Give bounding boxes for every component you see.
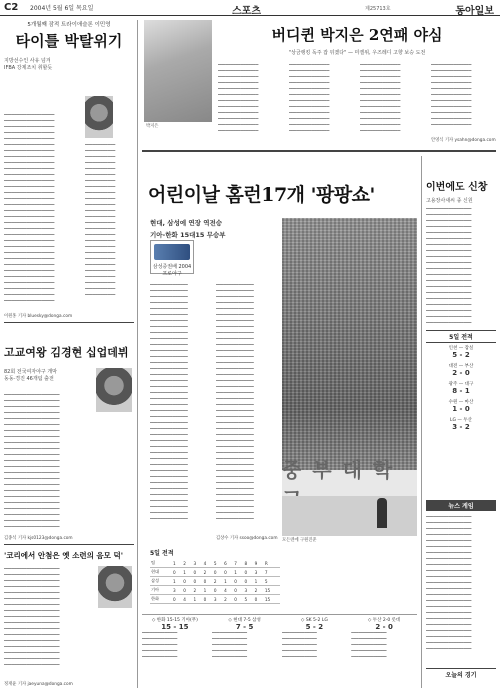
right-body: ━━━━━━━━━━━━━━━━━━ ━━━━━━━━━━━━━━━━━━ ━━━━━━━━━━━━━━━━━━ ━━━━━━━━━━━━━━━━━━ ━━━━━━━━━━━━━━━━━━ ━━━━━━━━━━━━━━━━━━ ━━━━━━━━━━━━━━━━━━ ━━━━━━━━━━━━━━━━━━ ━━━━━━━━━━━━━━━━━━ ━━━━━━━━━━━━━━━━━━ ━━━━━━━━━━━━━━━━━━ ━━━━━━━━━━━━━━━━━━ ━━━━━━━━━━━━━━━━━━ ━━━━━━━━━━━━━━━━━━ ━━━━━━━━━━━━━━━━━━ ━━━━━━━━━━━━━━━━━━ ━━━━━━━━━━━━━━━━━━ ━━━━━━━━━━━━━━━━━━ ━━━━━━━━━━━━━━━━━━ ━━━━━━━━━━━━━━━━━━ xyxy=(426,206,472,325)
top-story-body-2: ━━━━━━━━━━━━━━━━ ━━━━━━━━━━━━━━━━ ━━━━━━━━━━━━━━━━ ━━━━━━━━━━━━━━━━ ━━━━━━━━━━━━━━━━ ━━━━━━━━━━━━━━━━ ━━━━━━━━━━━━━━━━ ━━━━━━━━━━━━━━━━ ━━━━━━━━━━━━━━━━ ━━━━━━━━━━━━━━━━ ━━━━━━━━━━━━━━━━ ━━━━━━━━━━━━━━━━ xyxy=(289,62,330,133)
newspaper-name: 동아일보 xyxy=(455,6,494,17)
main-sub1: 현대, 삼성에 연장 역전승 xyxy=(150,219,223,227)
linescore-header: 팀 xyxy=(150,559,172,568)
left-bottom-portrait xyxy=(98,566,132,608)
gamebox: ◇ 현대 7-5 삼성 7 - 5 ━━━━━━━━━━━━━━ ━━━━━━━━━━━━━━ ━━━━━━━━━━━━━━ ━━━━━━━━━━━━━━ ━━━━━━━━━━━━━━ xyxy=(212,618,278,688)
top-story-headline: 버디퀸 박지은 2연패 야심 xyxy=(271,26,443,44)
top-story-subhead: "상금랭킹 독주 잡 뒤겠다" — 미켈위, 우즈레디 고향 보승 도전 xyxy=(288,50,426,56)
table-cell: 4 xyxy=(182,595,192,604)
gamebox-score: 15 - 15 xyxy=(161,623,189,631)
score-teams: 인천 — 잠실 xyxy=(448,346,474,351)
left-top-story xyxy=(4,20,134,71)
gamebox-title: ◇ 두산 2-0 롯데 xyxy=(367,618,401,623)
left-top-body: ━━━━━━━━━━━━━━━━━━━━ ━━━━━━━━━━━━━━━━━━━━ ━━━━━━━━━━━━━━━━━━━━ ━━━━━━━━━━━━━━━━━━━━ ━━━━━━━━━━━━━━━━━━━━ ━━━━━━━━━━━━━━━━━━━━ ━━━━━━━━━━━━━━━━━━━━ ━━━━━━━━━━━━━━━━━━━━ ━━━━━━━━━━━━━━━━━━━━ ━━━━━━━━━━━━━━━━━━━━ ━━━━━━━━━━━━━━━━━━━━ ━━━━━━━━━━━━━━━━━━━━ ━━━━━━━━━━━━━━━━━━━━ ━━━━━━━━━━━━━━━━━━━━ ━━━━━━━━━━━━━━━━━━━━ ━━━━━━━━━━━━━━━━━━━━ ━━━━━━━━━━━━━━━━━━━━ ━━━━━━━━━━━━━━━━━━━━ ━━━━━━━━━━━━━━━━━━━━ ━━━━━━━━━━━━━━━━━━━━ ━━━━━━━━━━━━━━━━━━━━ ━━━━━━━━━━━━━━━━━━━━ ━━━━━━━━━━━━━━━━━━━━ ━━━━━━━━━━━━━━━━━━━━ ━━━━━━━━━━━━━━━━━━━━ ━━━━━━━━━━━━━━━━━━━━ ━━━━━━━━━━━━━━━━━━━━ ━━━━━━━━━━━━━━━━━━━━ ━━━━━━━━━━━━━━━━━━━━ ━━━━━━━━━━━━━━━━━━━━ ━━━━━━━━━━━━━━━━━━━━ ━━━━━━━━━━━━━━━━━━━━ xyxy=(4,112,55,303)
top-story-body-1: ━━━━━━━━━━━━━━━━ ━━━━━━━━━━━━━━━━ ━━━━━━━━━━━━━━━━ ━━━━━━━━━━━━━━━━ ━━━━━━━━━━━━━━━━ ━━━━━━━━━━━━━━━━ ━━━━━━━━━━━━━━━━ ━━━━━━━━━━━━━━━━ ━━━━━━━━━━━━━━━━ ━━━━━━━━━━━━━━━━ ━━━━━━━━━━━━━━━━ ━━━━━━━━━━━━━━━━ xyxy=(218,62,259,133)
right-story xyxy=(426,178,496,204)
main-body-1: ━━━━━━━━━━━━━━━ ━━━━━━━━━━━━━━━ ━━━━━━━━━━━━━━━ ━━━━━━━━━━━━━━━ ━━━━━━━━━━━━━━━ ━━━━━━━━━━━━━━━ ━━━━━━━━━━━━━━━ ━━━━━━━━━━━━━━━ ━━━━━━━━━━━━━━━ ━━━━━━━━━━━━━━━ ━━━━━━━━━━━━━━━ ━━━━━━━━━━━━━━━ ━━━━━━━━━━━━━━━ ━━━━━━━━━━━━━━━ ━━━━━━━━━━━━━━━ ━━━━━━━━━━━━━━━ ━━━━━━━━━━━━━━━ ━━━━━━━━━━━━━━━ ━━━━━━━━━━━━━━━ ━━━━━━━━━━━━━━━ ━━━━━━━━━━━━━━━ ━━━━━━━━━━━━━━━ ━━━━━━━━━━━━━━━ ━━━━━━━━━━━━━━━ ━━━━━━━━━━━━━━━ ━━━━━━━━━━━━━━━ ━━━━━━━━━━━━━━━ ━━━━━━━━━━━━━━━ ━━━━━━━━━━━━━━━ ━━━━━━━━━━━━━━━ ━━━━━━━━━━━━━━━ ━━━━━━━━━━━━━━━ ━━━━━━━━━━━━━━━ ━━━━━━━━━━━━━━━ ━━━━━━━━━━━━━━━ ━━━━━━━━━━━━━━━ ━━━━━━━━━━━━━━━ ━━━━━━━━━━━━━━━ ━━━━━━━━━━━━━━━ ━━━━━━━━━━━━━━━ xyxy=(150,282,188,521)
linescore-table xyxy=(150,559,280,604)
gamebox-score: 5 - 2 xyxy=(305,623,324,631)
news-body: ━━━━━━━━━━━━━━━━━━ ━━━━━━━━━━━━━━━━━━ ━━━━━━━━━━━━━━━━━━ ━━━━━━━━━━━━━━━━━━ ━━━━━━━━━━━━━━━━━━ ━━━━━━━━━━━━━━━━━━ ━━━━━━━━━━━━━━━━━━ ━━━━━━━━━━━━━━━━━━ ━━━━━━━━━━━━━━━━━━ ━━━━━━━━━━━━━━━━━━ ━━━━━━━━━━━━━━━━━━ ━━━━━━━━━━━━━━━━━━ ━━━━━━━━━━━━━━━━━━ ━━━━━━━━━━━━━━━━━━ ━━━━━━━━━━━━━━━━━━ ━━━━━━━━━━━━━━━━━━ ━━━━━━━━━━━━━━━━━━ ━━━━━━━━━━━━━━━━━━ ━━━━━━━━━━━━━━━━━━ ━━━━━━━━━━━━━━━━━━ ━━━━━━━━━━━━━━━━━━ ━━━━━━━━━━━━━━━━━━ ━━━━━━━━━━━━━━━━━━ xyxy=(426,514,472,651)
left-top-sub1: 지방선수인 사유 넘겨 xyxy=(4,58,51,64)
table-cell: 5 xyxy=(264,577,280,586)
left-mid-headline: 고교여왕 김경현 십업데뷔 xyxy=(4,346,129,359)
linescore-header: 7 xyxy=(233,559,243,568)
left-top-sub2: IFBA 강제조치 취할듯 xyxy=(4,65,53,71)
table-cell: 0 xyxy=(243,568,253,577)
table-cell: 0 xyxy=(182,577,192,586)
divider xyxy=(4,544,134,545)
table-cell: 15 xyxy=(264,586,280,595)
table-cell: 2 xyxy=(223,595,233,604)
table-cell: 1 xyxy=(182,568,192,577)
score-value: 8 - 1 xyxy=(452,387,470,395)
table-cell: 현대 xyxy=(150,568,172,577)
score-item xyxy=(426,364,496,376)
table-cell: 기아 xyxy=(150,586,172,595)
linescore-header: 8 xyxy=(243,559,253,568)
table-cell: 삼성 xyxy=(150,577,172,586)
gamebox-score: 7 - 5 xyxy=(235,623,254,631)
divider xyxy=(142,150,496,152)
table-cell: 0 xyxy=(233,577,243,586)
score-item xyxy=(426,418,496,430)
left-top-body-2: ━━━━━━━━━━━━ ━━━━━━━━━━━━ ━━━━━━━━━━━━ ━━━━━━━━━━━━ ━━━━━━━━━━━━ ━━━━━━━━━━━━ ━━━━━━━━━━━━ ━━━━━━━━━━━━ ━━━━━━━━━━━━ ━━━━━━━━━━━━ ━━━━━━━━━━━━ ━━━━━━━━━━━━ ━━━━━━━━━━━━ ━━━━━━━━━━━━ ━━━━━━━━━━━━ ━━━━━━━━━━━━ ━━━━━━━━━━━━ ━━━━━━━━━━━━ ━━━━━━━━━━━━ ━━━━━━━━━━━━ ━━━━━━━━━━━━ ━━━━━━━━━━━━ ━━━━━━━━━━━━ ━━━━━━━━━━━━ ━━━━━━━━━━━━ ━━━━━━━━━━━━ xyxy=(85,142,116,297)
sponsor-logo-text: 삼성증권배 2004 프로야구 xyxy=(152,264,192,277)
table-cell: 3 xyxy=(213,595,223,604)
news-title: 뉴스 게임 xyxy=(426,500,496,511)
score-teams: 광주 — 대구 xyxy=(448,382,474,387)
table-row xyxy=(150,595,280,604)
gamebox: ◇ SK 5-2 LG 5 - 2 ━━━━━━━━━━━━━━ ━━━━━━━━━━━━━━ ━━━━━━━━━━━━━━ ━━━━━━━━━━━━━━ ━━━━━━━━━━━━━━ xyxy=(282,618,348,688)
main-sub2: 기아-한화 15대15 무승부 xyxy=(150,231,226,239)
main-body-2: ━━━━━━━━━━━━━━━ ━━━━━━━━━━━━━━━ ━━━━━━━━━━━━━━━ ━━━━━━━━━━━━━━━ ━━━━━━━━━━━━━━━ ━━━━━━━━━━━━━━━ ━━━━━━━━━━━━━━━ ━━━━━━━━━━━━━━━ ━━━━━━━━━━━━━━━ ━━━━━━━━━━━━━━━ ━━━━━━━━━━━━━━━ ━━━━━━━━━━━━━━━ ━━━━━━━━━━━━━━━ ━━━━━━━━━━━━━━━ ━━━━━━━━━━━━━━━ ━━━━━━━━━━━━━━━ ━━━━━━━━━━━━━━━ ━━━━━━━━━━━━━━━ ━━━━━━━━━━━━━━━ ━━━━━━━━━━━━━━━ ━━━━━━━━━━━━━━━ ━━━━━━━━━━━━━━━ ━━━━━━━━━━━━━━━ ━━━━━━━━━━━━━━━ ━━━━━━━━━━━━━━━ ━━━━━━━━━━━━━━━ ━━━━━━━━━━━━━━━ ━━━━━━━━━━━━━━━ ━━━━━━━━━━━━━━━ ━━━━━━━━━━━━━━━ ━━━━━━━━━━━━━━━ ━━━━━━━━━━━━━━━ ━━━━━━━━━━━━━━━ ━━━━━━━━━━━━━━━ ━━━━━━━━━━━━━━━ ━━━━━━━━━━━━━━━ ━━━━━━━━━━━━━━━ ━━━━━━━━━━━━━━━ ━━━━━━━━━━━━━━━ ━━━━━━━━━━━━━━━ xyxy=(216,282,254,521)
divider xyxy=(4,322,134,323)
table-cell: 1 xyxy=(233,568,243,577)
score-item xyxy=(426,346,496,358)
stadium-fence-banner: 중 부 대 학 xyxy=(282,470,417,496)
table-cell: 1 xyxy=(223,577,233,586)
scores-title: 5일 전적 xyxy=(426,330,496,343)
linescore-header: 5 xyxy=(213,559,223,568)
left-bottom-byline: 정재윤 기자 jaeyuna@donga.com xyxy=(4,682,73,687)
linescore-header-row xyxy=(150,559,280,568)
table-cell: 0 xyxy=(172,568,182,577)
table-row xyxy=(150,577,280,586)
table-cell: 3 xyxy=(172,586,182,595)
table-cell: 15 xyxy=(264,595,280,604)
score-teams: LG — 두산 xyxy=(449,418,473,423)
table-cell: 한화 xyxy=(150,595,172,604)
table-row xyxy=(150,568,280,577)
table-cell: 5 xyxy=(243,595,253,604)
linescore-title: 5일 전적 xyxy=(150,550,174,557)
score-value: 2 - 0 xyxy=(452,369,470,377)
left-mid-portrait xyxy=(96,368,132,412)
sponsor-logo-mark xyxy=(154,244,190,260)
main-byline: 김상수 기자 ssoo@donga.com xyxy=(216,536,278,541)
table-cell: 3 xyxy=(243,586,253,595)
news-box xyxy=(426,500,496,664)
right-headline: 이번에도 신창 xyxy=(426,182,488,193)
table-cell: 0 xyxy=(172,595,182,604)
stadium-photo xyxy=(282,218,417,536)
right-sub: 고용장사새씨 종 신원 xyxy=(426,198,473,204)
table-cell: 7 xyxy=(264,568,280,577)
column-divider xyxy=(421,156,422,688)
score-teams: 대전 — 부산 xyxy=(448,364,474,369)
top-story-byline: 안영식 기자 ysahn@donga.com xyxy=(431,138,496,143)
score-teams: 수원 — 마산 xyxy=(448,400,474,405)
gamebox-title: ◇ 현대 7-5 삼성 xyxy=(228,618,261,623)
top-story xyxy=(218,24,496,56)
score-value: 3 - 2 xyxy=(452,423,470,431)
issue-number: 제25713호 xyxy=(365,6,391,12)
linescore-header: 1 xyxy=(172,559,182,568)
left-bottom-headline: '코리에서 안첨은 옛 소련의 음모 덕' xyxy=(4,551,124,560)
table-cell: 1 xyxy=(254,577,264,586)
score-value: 1 - 0 xyxy=(452,405,470,413)
table-cell: 0 xyxy=(233,586,243,595)
column-divider xyxy=(137,20,138,688)
left-mid-body: ━━━━━━━━━━━━━━━━━━━━━━ ━━━━━━━━━━━━━━━━━━━━━━ ━━━━━━━━━━━━━━━━━━━━━━ ━━━━━━━━━━━━━━━━━━━━━━ ━━━━━━━━━━━━━━━━━━━━━━ ━━━━━━━━━━━━━━━━━━━━━━ ━━━━━━━━━━━━━━━━━━━━━━ ━━━━━━━━━━━━━━━━━━━━━━ ━━━━━━━━━━━━━━━━━━━━━━ ━━━━━━━━━━━━━━━━━━━━━━ ━━━━━━━━━━━━━━━━━━━━━━ ━━━━━━━━━━━━━━━━━━━━━━ ━━━━━━━━━━━━━━━━━━━━━━ ━━━━━━━━━━━━━━━━━━━━━━ ━━━━━━━━━━━━━━━━━━━━━━ ━━━━━━━━━━━━━━━━━━━━━━ ━━━━━━━━━━━━━━━━━━━━━━ ━━━━━━━━━━━━━━━━━━━━━━ ━━━━━━━━━━━━━━━━━━━━━━ ━━━━━━━━━━━━━━━━━━━━━━ ━━━━━━━━━━━━━━━━━━━━━━ ━━━━━━━━━━━━━━━━━━━━━━ ━━━━━━━━━━━━━━━━━━━━━━ xyxy=(4,392,60,529)
main-headline: 어린이날 홈런17개 '팡팡쇼' xyxy=(148,184,375,206)
bottom-gameboxes xyxy=(142,618,417,688)
table-cell: 1 xyxy=(172,577,182,586)
left-mid-sub2: 동동·경진 46개팀 출전 xyxy=(4,376,54,382)
table-cell: 0 xyxy=(182,586,192,595)
section-title: 스포츠 xyxy=(232,6,261,17)
linescore-header: 9 xyxy=(254,559,264,568)
main-subheads xyxy=(150,218,260,239)
table-cell: 0 xyxy=(192,568,202,577)
table-cell: 0 xyxy=(213,568,223,577)
page-number: C2 xyxy=(4,2,19,13)
linescore-header: 3 xyxy=(192,559,202,568)
left-top-headline: 타이틀 박탈위기 xyxy=(15,32,123,50)
linescore-box xyxy=(150,548,280,604)
gamebox-score: 2 - 0 xyxy=(375,623,393,631)
left-top-portrait xyxy=(85,96,113,138)
table-cell: 0 xyxy=(243,577,253,586)
table-cell: 0 xyxy=(233,595,243,604)
gamebox-title: ◇ 한화 15-15 기아(무) xyxy=(151,618,198,623)
stadium-photo-caption: 모든덴에 구원진준 xyxy=(282,538,317,543)
table-cell: 2 xyxy=(254,586,264,595)
table-cell: 1 xyxy=(203,586,213,595)
left-top-kicker: 5개월째 잠적 트라이애슬론 이민영 xyxy=(27,22,111,28)
left-mid-sub1: 82회 전국여자야구 개막 xyxy=(4,369,58,375)
score-item xyxy=(426,400,496,412)
table-cell: 2 xyxy=(203,568,213,577)
golf-photo xyxy=(144,20,212,122)
score-item xyxy=(426,382,496,394)
table-cell: 0 xyxy=(213,586,223,595)
score-value: 5 - 2 xyxy=(452,351,470,359)
table-cell: 0 xyxy=(254,595,264,604)
left-mid-byline: 김종석 기자 kjs0123@donga.com xyxy=(4,536,73,541)
issue-date: 2004년 5월 6일 목요일 xyxy=(30,5,94,12)
table-cell: 1 xyxy=(192,595,202,604)
today-title: 오늘의 경기 xyxy=(426,668,496,679)
table-cell: 0 xyxy=(203,595,213,604)
linescore-header: 6 xyxy=(223,559,233,568)
top-story-body-4: ━━━━━━━━━━━━━━━━ ━━━━━━━━━━━━━━━━ ━━━━━━━━━━━━━━━━ ━━━━━━━━━━━━━━━━ ━━━━━━━━━━━━━━━━ ━━━━━━━━━━━━━━━━ ━━━━━━━━━━━━━━━━ ━━━━━━━━━━━━━━━━ ━━━━━━━━━━━━━━━━ ━━━━━━━━━━━━━━━━ ━━━━━━━━━━━━━━━━ xyxy=(431,62,472,127)
table-cell: 0 xyxy=(192,577,202,586)
batter-figure xyxy=(377,498,387,528)
golf-photo-caption: 박지은 xyxy=(146,124,159,129)
divider xyxy=(142,614,417,615)
table-cell: 0 xyxy=(223,568,233,577)
sponsor-logo xyxy=(150,240,194,277)
table-cell: 2 xyxy=(213,577,223,586)
gamebox-title: ◇ SK 5-2 LG xyxy=(300,618,328,623)
linescore-header: R xyxy=(264,559,280,568)
gamebox: ◇ 두산 2-0 롯데 2 - 0 ━━━━━━━━━━━━━━ ━━━━━━━━━━━━━━ ━━━━━━━━━━━━━━ ━━━━━━━━━━━━━━ ━━━━━━━━━━━━━━ xyxy=(351,618,417,688)
left-bottom-body: ━━━━━━━━━━━━━━━━━━━━━━ ━━━━━━━━━━━━━━━━━━━━━━ ━━━━━━━━━━━━━━━━━━━━━━ ━━━━━━━━━━━━━━━━━━━━━━ ━━━━━━━━━━━━━━━━━━━━━━ ━━━━━━━━━━━━━━━━━━━━━━ ━━━━━━━━━━━━━━━━━━━━━━ ━━━━━━━━━━━━━━━━━━━━━━ ━━━━━━━━━━━━━━━━━━━━━━ ━━━━━━━━━━━━━━━━━━━━━━ ━━━━━━━━━━━━━━━━━━━━━━ ━━━━━━━━━━━━━━━━━━━━━━ ━━━━━━━━━━━━━━━━━━━━━━ ━━━━━━━━━━━━━━━━━━━━━━ ━━━━━━━━━━━━━━━━━━━━━━ ━━━━━━━━━━━━━━━━━━━━━━ ━━━━━━━━━━━━━━━━━━━━━━ xyxy=(4,566,60,667)
table-cell: 4 xyxy=(223,586,233,595)
linescore-header: 4 xyxy=(203,559,213,568)
left-top-byline: 이원홍 기자 bluesky@donga.com xyxy=(4,314,73,319)
scores-box xyxy=(426,330,496,430)
table-row xyxy=(150,586,280,595)
table-cell: 2 xyxy=(192,586,202,595)
table-cell: 0 xyxy=(203,577,213,586)
stadium-field xyxy=(282,496,417,536)
left-bottom-story xyxy=(4,550,134,561)
linescore-header: 2 xyxy=(182,559,192,568)
top-story-body-3: ━━━━━━━━━━━━━━━━ ━━━━━━━━━━━━━━━━ ━━━━━━━━━━━━━━━━ ━━━━━━━━━━━━━━━━ ━━━━━━━━━━━━━━━━ ━━━━━━━━━━━━━━━━ ━━━━━━━━━━━━━━━━ ━━━━━━━━━━━━━━━━ ━━━━━━━━━━━━━━━━ ━━━━━━━━━━━━━━━━ ━━━━━━━━━━━━━━━━ ━━━━━━━━━━━━━━━━ xyxy=(360,62,401,133)
gamebox: ◇ 한화 15-15 기아(무) 15 - 15 ━━━━━━━━━━━━━━ ━━━━━━━━━━━━━━ ━━━━━━━━━━━━━━ ━━━━━━━━━━━━━━ ━━━━━━━━━━━━━━ xyxy=(142,618,208,688)
table-cell: 3 xyxy=(254,568,264,577)
